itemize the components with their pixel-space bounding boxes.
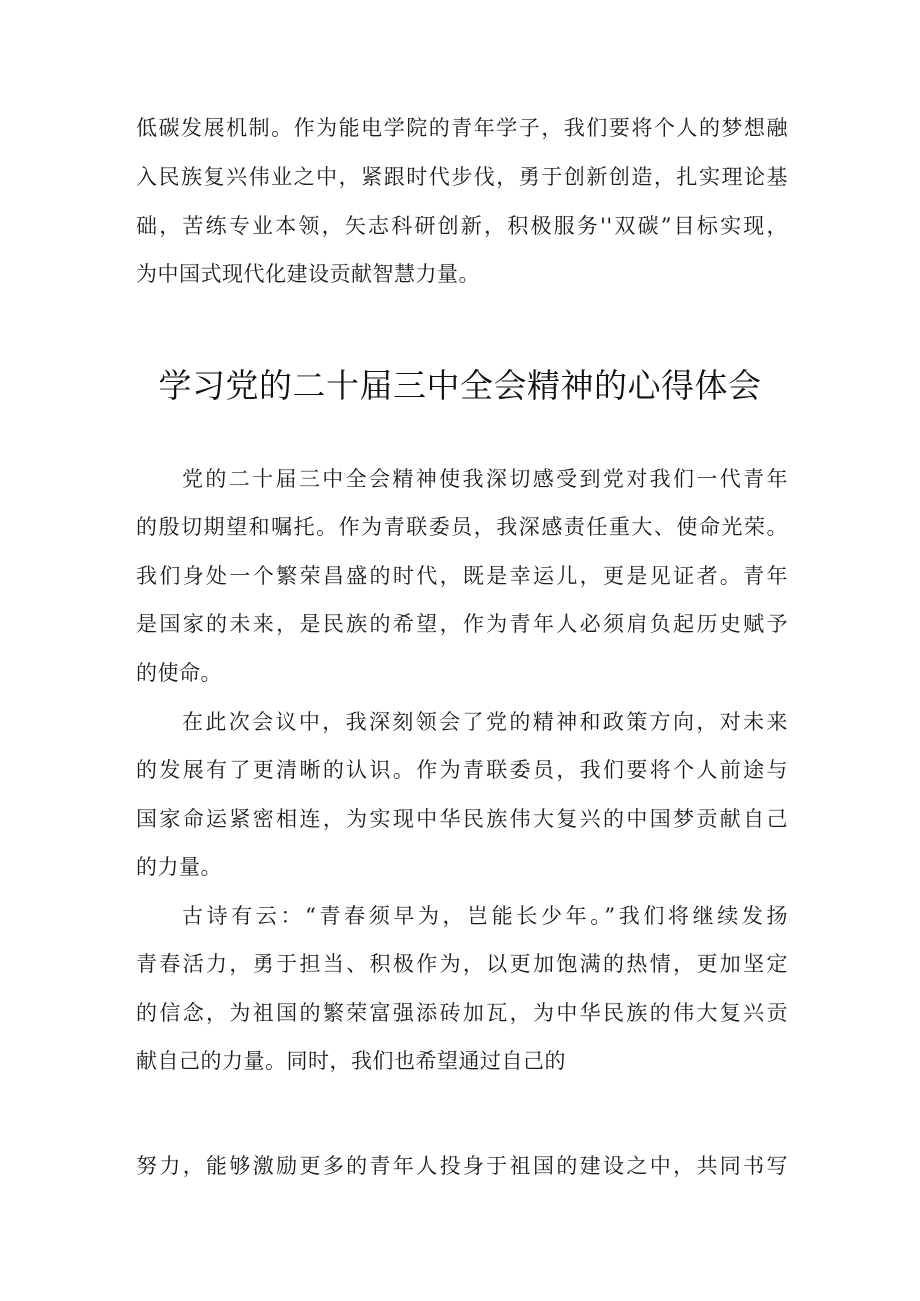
para1-line-1: 党的二十届三中全会精神使我深切感受到党对我们一代青年 xyxy=(182,467,788,491)
para3-line-3: 的信念，为祖国的繁荣富强添砖加瓦，为中华民族的伟大复兴贡 xyxy=(136,1001,788,1025)
tail-line-1: 努力，能够激励更多的青年人投身于祖国的建设之中，共同书写 xyxy=(136,1154,788,1178)
para2-line-4: 的力量。 xyxy=(136,855,222,879)
para2-line-2: 的发展有了更清晰的认识。作为青联委员，我们要将个人前途与 xyxy=(136,758,788,782)
para1-line-4: 是国家的未来，是民族的希望，作为青年人必须肩负起历史赋予 xyxy=(136,612,788,636)
intro-line-4: 为中国式现代化建设贡献智慧力量。 xyxy=(136,262,480,286)
para3-line-1: 古诗有云：“青春须早为，岂能长少年。”我们将继续发扬 xyxy=(182,904,788,928)
para3-line-4: 献自己的力量。同时，我们也希望通过自己的 xyxy=(136,1049,566,1073)
intro-line-1: 低碳发展机制。作为能电学院的青年学子，我们要将个人的梦想融 xyxy=(136,116,788,140)
page-title: 学习党的二十届三中全会精神的心得体会 xyxy=(158,366,762,405)
para2-line-3: 国家命运紧密相连，为实现中华民族伟大复兴的中国梦贡献自己 xyxy=(136,807,788,831)
para3-line-2: 青春活力，勇于担当、积极作为，以更加饱满的热情，更加坚定 xyxy=(136,952,788,976)
para1-line-2: 的殷切期望和嘱托。作为青联委员，我深感责任重大、使命光荣。 xyxy=(136,515,788,539)
intro-line-3: 础，苦练专业本领，矢志科研创新，积极服务''双碳”目标实现， xyxy=(136,214,788,238)
intro-line-2: 入民族复兴伟业之中，紧跟时代步伐，勇于创新创造，扎实理论基 xyxy=(136,165,788,189)
para1-line-5: 的使命。 xyxy=(136,661,222,685)
para1-line-3: 我们身处一个繁荣昌盛的时代，既是幸运儿，更是见证者。青年 xyxy=(136,564,788,588)
para2-line-1: 在此次会议中，我深刻领会了党的精神和政策方向，对未来 xyxy=(182,710,788,734)
